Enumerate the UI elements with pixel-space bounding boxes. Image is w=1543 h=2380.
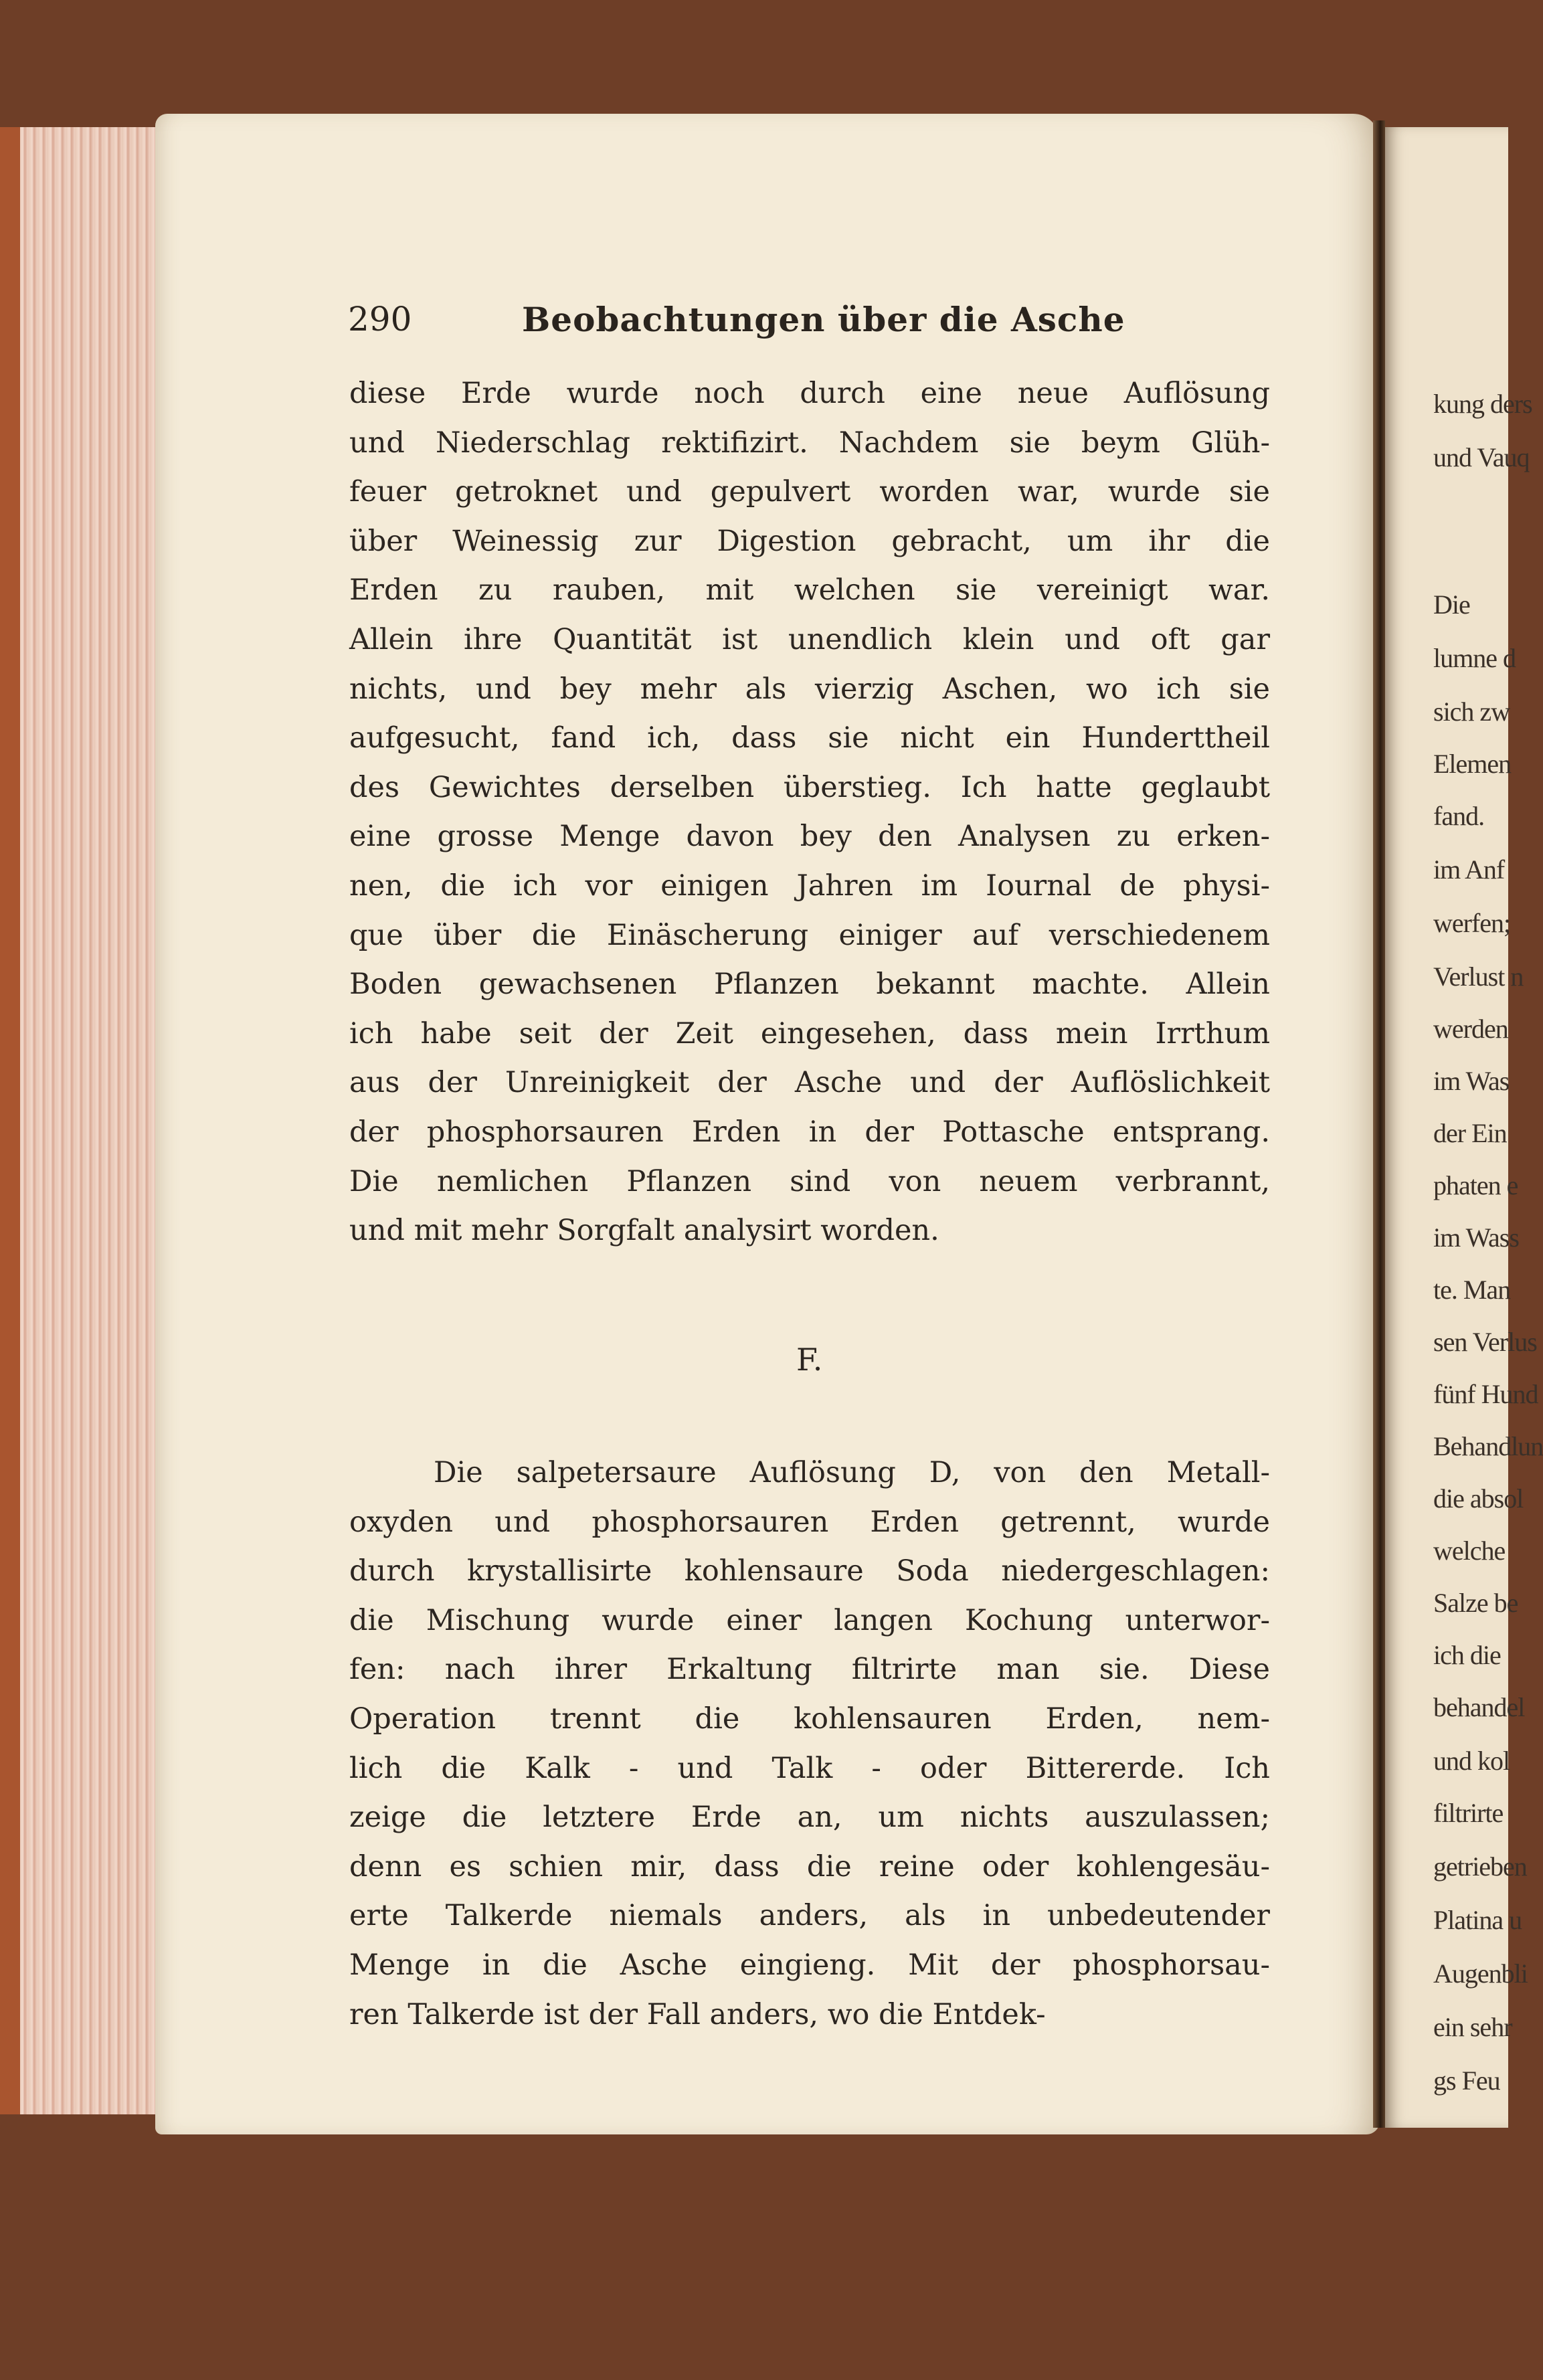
- facing-page-line: fand.: [1433, 801, 1485, 831]
- text-line: nichts, und bey mehr als vierzig Aschen, wo ich sie: [349, 672, 1270, 706]
- facing-page-line: Platina u: [1433, 1905, 1522, 1935]
- text-line: oxyden und phosphorsauren Erden getrennt, wurde: [349, 1505, 1270, 1539]
- facing-page: [1385, 127, 1543, 2128]
- text-line: die Mischung wurde einer langen Kochung unterwor-: [349, 1603, 1270, 1637]
- facing-page-line: Behandlun: [1433, 1431, 1543, 1461]
- facing-page-line: filtrirte: [1433, 1798, 1504, 1828]
- facing-page-line: gs Feu: [1433, 2066, 1500, 2096]
- facing-page-line: und Vauq: [1433, 442, 1530, 472]
- facing-page-line: werden: [1433, 1014, 1508, 1044]
- facing-page-line: Elemen: [1433, 749, 1512, 779]
- facing-page-line: werfen;: [1433, 908, 1511, 938]
- text-line: fen: nach ihrer Erkaltung filtrirte man sie. Diese: [349, 1653, 1270, 1687]
- text-line: der phosphorsauren Erden in der Pottasche entsprang.: [349, 1115, 1270, 1149]
- facing-page-line: ein sehr: [1433, 2012, 1512, 2042]
- paragraph-1: [349, 369, 1270, 1256]
- facing-page-line: Die: [1433, 589, 1470, 620]
- book-gutter: [1373, 120, 1385, 2128]
- facing-page-line: welche: [1433, 1536, 1506, 1566]
- text-line: que über die Einäscherung einiger auf verschiedenem: [349, 918, 1270, 952]
- page-number: 290: [348, 300, 412, 339]
- facing-page-line: Verlust n: [1433, 962, 1524, 992]
- facing-page-line: getrieben: [1433, 1851, 1527, 1882]
- facing-page-line: Augenbli: [1433, 1958, 1528, 1989]
- text-line: ren Talkerde ist der Fall anders, wo die Entdek-: [349, 1997, 1046, 2031]
- text-line: ich habe seit der Zeit eingesehen, dass mein Irrthum: [349, 1016, 1270, 1050]
- text-line: über Weinessig zur Digestion gebracht, um ihr die: [349, 524, 1270, 558]
- text-line: zeige die letztere Erde an, um nichts auszulassen;: [349, 1801, 1270, 1835]
- text-line: nen, die ich vor einigen Jahren im Iournal de physi-: [349, 868, 1270, 903]
- facing-page-line: ich die: [1433, 1640, 1501, 1670]
- facing-page-line: sich zw: [1433, 697, 1510, 727]
- text-line: Operation trennt die kohlensauren Erden, nem-: [349, 1702, 1270, 1736]
- facing-page-line: te. Man: [1433, 1275, 1511, 1305]
- text-line: aus der Unreinigkeit der Asche und der Auflöslichkeit: [349, 1066, 1270, 1100]
- text-line: Die nemlichen Pflanzen sind von neuem verbrannt,: [349, 1164, 1270, 1198]
- text-line: durch krystallisirte kohlensaure Soda niedergeschlagen:: [349, 1554, 1270, 1588]
- text-line: Allein ihre Quantität ist unendlich klein und oft gar: [349, 622, 1270, 656]
- text-line: aufgesucht, fand ich, dass sie nicht ein Hunderttheil: [349, 721, 1270, 755]
- facing-page-line: fünf Hund: [1433, 1379, 1538, 1409]
- text-line: Erden zu rauben, mit welchen sie vereinigt war.: [349, 573, 1270, 608]
- facing-page-line: lumne d: [1433, 643, 1516, 673]
- text-line: des Gewichtes derselben überstieg. Ich hatte geglaubt: [349, 770, 1270, 804]
- facing-page-line: und kol: [1433, 1746, 1510, 1776]
- facing-page-line: behandel: [1433, 1692, 1525, 1722]
- facing-page-line: im Was: [1433, 1066, 1510, 1096]
- paragraph-2: [349, 1449, 1270, 2039]
- section-letter: F.: [796, 1342, 823, 1378]
- text-line: Die salpetersaure Auflösung D, von den Metall-: [434, 1456, 1270, 1489]
- facing-page-line: im Anf: [1433, 854, 1505, 885]
- facing-page-line: sen Verlus: [1433, 1327, 1537, 1357]
- book-page-edges: [0, 127, 167, 2114]
- facing-page-line: im Wass: [1433, 1222, 1519, 1253]
- text-line: und Niederschlag rektifizirt. Nachdem sie beym Glüh-: [349, 426, 1270, 460]
- text-line: feuer getroknet und gepulvert worden war, wurde sie: [349, 475, 1270, 509]
- text-line: diese Erde wurde noch durch eine neue Auflösung: [349, 377, 1270, 410]
- text-line: denn es schien mir, dass die reine oder kohlengesäu-: [349, 1849, 1270, 1884]
- text-line: lich die Kalk - und Talk - oder Bittererde. Ich: [349, 1751, 1270, 1785]
- running-head: Beobachtungen über die Asche: [522, 300, 1125, 339]
- text-line: eine grosse Menge davon bey den Analysen zu erken-: [349, 820, 1270, 854]
- text-line: Boden gewachsenen Pflanzen bekannt machte. Allein: [349, 968, 1270, 1002]
- text-line: und mit mehr Sorgfalt analysirt worden.: [349, 1214, 939, 1248]
- facing-page-line: Salze be: [1433, 1588, 1518, 1618]
- facing-page-line: die absol: [1433, 1483, 1524, 1514]
- facing-page-line: phaten e: [1433, 1170, 1518, 1200]
- text-line: erte Talkerde niemals anders, als in unbedeutender: [349, 1899, 1270, 1933]
- facing-page-line: kung ders: [1433, 389, 1532, 419]
- facing-page-line: der Ein: [1433, 1118, 1507, 1148]
- text-line: Menge in die Asche eingieng. Mit der phosphorsau-: [349, 1948, 1270, 1982]
